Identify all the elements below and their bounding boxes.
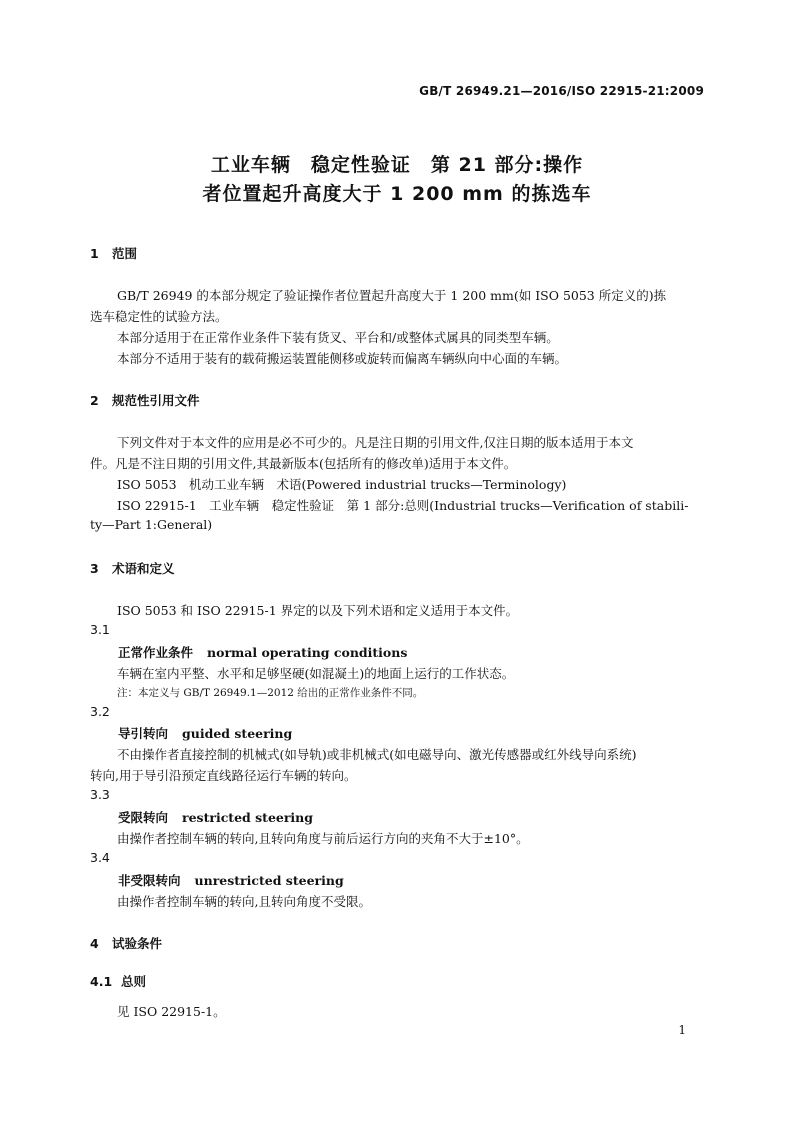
section-4-1-heading <box>90 972 146 990</box>
page-number: 1 <box>678 1023 686 1037</box>
reference-iso-5053: ISO 5053 机动工业车辆 术语(Powered industrial trucks—Terminology) <box>117 477 567 492</box>
section-number: 4 <box>90 936 99 951</box>
section-3-heading <box>90 559 175 577</box>
term-chinese: 正常作业条件 <box>118 645 194 660</box>
section-2-heading <box>90 391 200 409</box>
term-3-3-definition: 由操作者控制车辆的转向,且转向角度与前后运行方向的夹角不大于±10°。 <box>117 831 529 846</box>
references-paragraph-line-2: 件。凡是不注日期的引用文件,其最新版本(包括所有的修改单)适用于本文件。 <box>90 456 517 471</box>
section-number: 4.1 <box>90 974 113 989</box>
term-3-1-note: 注：本定义与 GB/T 26949.1—2012 给出的正常作业条件不同。 <box>117 687 424 699</box>
section-4-1-text: 见 ISO 22915-1。 <box>117 1004 226 1019</box>
term-3-4-definition: 由操作者控制车辆的转向,且转向角度不受限。 <box>117 894 371 909</box>
references-paragraph-line-1: 下列文件对于本文件的应用是必不可少的。凡是注日期的引用文件,仅注日期的版本适用于本文 <box>117 435 634 450</box>
term-3-2-title <box>118 724 292 742</box>
term-chinese: 导引转向 <box>118 726 169 741</box>
section-title: 总则 <box>121 974 147 989</box>
term-english: unrestricted steering <box>194 873 344 888</box>
term-chinese: 非受限转向 <box>118 873 181 888</box>
document-title-line-2: 者位置起升高度大于 1 200 mm 的拣选车 <box>202 183 592 205</box>
terms-intro: ISO 5053 和 ISO 22915-1 界定的以及下列术语和定义适用于本文件。 <box>117 603 519 618</box>
term-english: guided steering <box>182 726 293 741</box>
section-number: 1 <box>90 246 99 261</box>
section-number: 3 <box>90 561 99 576</box>
standard-number-header: GB/T 26949.21—2016/ISO 22915-21:2009 <box>419 84 704 98</box>
scope-paragraph-1-line-2: 选车稳定性的试验方法。 <box>90 309 228 324</box>
term-3-2-definition-line-1: 不由操作者直接控制的机械式(如导轨)或非机械式(如电磁导向、激光传感器或红外线导向系统) <box>117 747 637 762</box>
section-4-heading <box>90 934 162 952</box>
term-english: restricted steering <box>182 810 314 825</box>
reference-iso-22915-1-line-2: ty—Part 1:General) <box>90 517 213 532</box>
term-number: 3.3 <box>90 787 110 802</box>
section-title: 规范性引用文件 <box>112 393 200 408</box>
term-english: normal operating conditions <box>207 645 408 660</box>
term-chinese: 受限转向 <box>118 810 169 825</box>
term-3-1-definition: 车辆在室内平整、水平和足够坚硬(如混凝土)的地面上运行的工作状态。 <box>117 666 515 681</box>
term-3-2-definition-line-2: 转向,用于导引沿预定直线路径运行车辆的转向。 <box>90 768 357 783</box>
section-number: 2 <box>90 393 99 408</box>
section-title: 范围 <box>112 246 138 261</box>
term-number: 3.1 <box>90 622 110 637</box>
term-3-4-title <box>118 871 344 889</box>
term-3-1-title <box>118 643 407 661</box>
term-3-3-title <box>118 808 313 826</box>
section-title: 试验条件 <box>112 936 163 951</box>
scope-paragraph-1-line-1: GB/T 26949 的本部分规定了验证操作者位置起升高度大于 1 200 mm(如 ISO 5053 所定义的)拣 <box>117 288 667 303</box>
scope-paragraph-2: 本部分适用于在正常作业条件下装有货叉、平台和/或整体式属具的同类型车辆。 <box>117 330 559 345</box>
reference-iso-22915-1-line-1: ISO 22915-1 工业车辆 稳定性验证 第 1 部分:总则(Industrial trucks—Verification of stabili- <box>117 498 689 513</box>
document-title-line-1: 工业车辆 稳定性验证 第 21 部分:操作 <box>210 154 584 176</box>
section-title: 术语和定义 <box>112 561 175 576</box>
scope-paragraph-3: 本部分不适用于装有的载荷搬运装置能侧移或旋转而偏离车辆纵向中心面的车辆。 <box>117 351 568 366</box>
section-1-heading <box>90 244 137 262</box>
term-number: 3.4 <box>90 850 110 865</box>
term-number: 3.2 <box>90 704 110 719</box>
